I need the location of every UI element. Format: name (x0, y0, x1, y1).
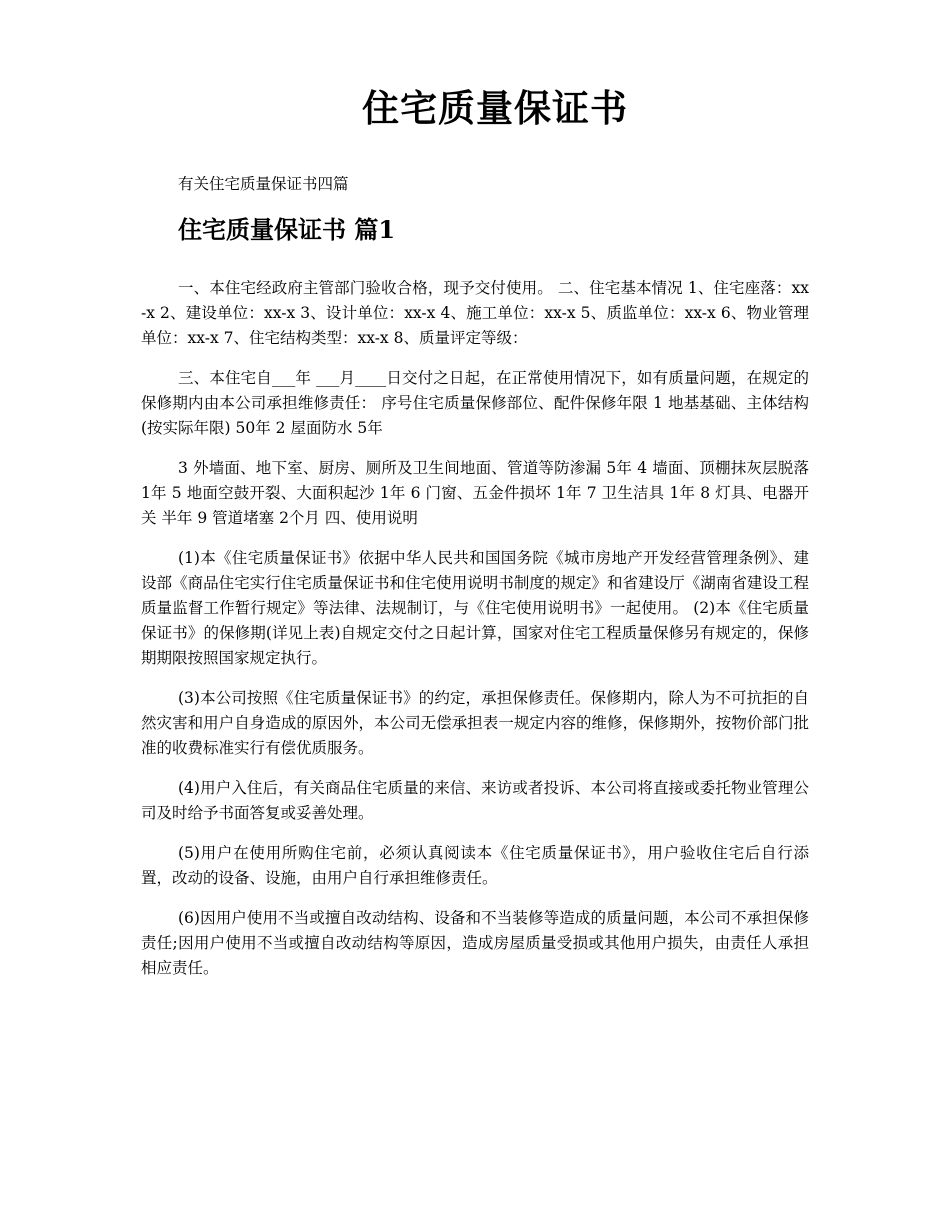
paragraph: (4)用户入住后，有关商品住宅质量的来信、来访或者投诉、本公司将直接或委托物业管理公司及时给予书面答复或妥善处理。 (141, 779, 809, 822)
document-subtitle: 有关住宅质量保证书四篇 (178, 175, 349, 193)
paragraph: (5)用户在使用所购住宅前，必须认真阅读本《住宅质量保证书》，用户验收住宅后自行添置，改动的设备、设施，由用户自行承担维修责任。 (141, 844, 809, 887)
paragraph: (3)本公司按照《住宅质量保证书》的约定，承担保修责任。保修期内，除人为不可抗拒的自然灾害和用户自身造成的原因外，本公司无偿承担表一规定内容的维修，保修期外，按物价部门批准的收费标准实行有偿优质服务。 (141, 689, 809, 757)
document-body (141, 276, 809, 996)
paragraph: 一、本住宅经政府主管部门验收合格，现予交付使用。 二、住宅基本情况 1、住宅座落：xx-x 2、建设单位：xx-x 3、设计单位：xx-x 4、施工单位：xx-x 5、质监单位：xx-x 6、物业管理单位：xx-x 7、住宅结构类型：xx-x 8、质量评定等级： (141, 279, 809, 347)
paragraph: 3 外墙面、地下室、厨房、厕所及卫生间地面、管道等防渗漏 5年 4 墙面、顶棚抹灰层脱落 1年 5 地面空鼓开裂、大面积起沙 1年 6 门窗、五金件损坏 1年 7 卫生洁具 1年 8 灯具、电器开关 半年 9 管道堵塞 2个月 四、使用说明 (141, 459, 809, 527)
paragraph: 三、本住宅自___年 ___月____日交付之日起，在正常使用情况下，如有质量问题，在规定的保修期内由本公司承担维修责任： 序号住宅质量保修部位、配件保修年限 1 地基基础、主体结构(按实际年限) 50年 2 屋面防水 5年 (141, 369, 809, 437)
document-title: 住宅质量保证书 (362, 86, 628, 130)
paragraph: (6)因用户使用不当或擅自改动结构、设备和不当装修等造成的质量问题，本公司不承担保修责任;因用户使用不当或擅自改动结构等原因，造成房屋质量受损或其他用户损失，由责任人承担相应责任。 (141, 909, 809, 977)
paragraph: (1)本《住宅质量保证书》依据中华人民共和国国务院《城市房地产开发经营管理条例》、建设部《商品住宅实行住宅质量保证书和住宅使用说明书制度的规定》和省建设厅《湖南省建设工程质量监督工作暂行规定》等法律、法规制订，与《住宅使用说明书》一起使用。 (2)本《住宅质量保证书》的保修期(详见上表)自规定交付之日起计算，国家对住宅工程质量保修另有规定的，保修期期限按照国家规定执行。 (141, 549, 809, 667)
section-heading: 住宅质量保证书 篇1 (178, 215, 396, 244)
